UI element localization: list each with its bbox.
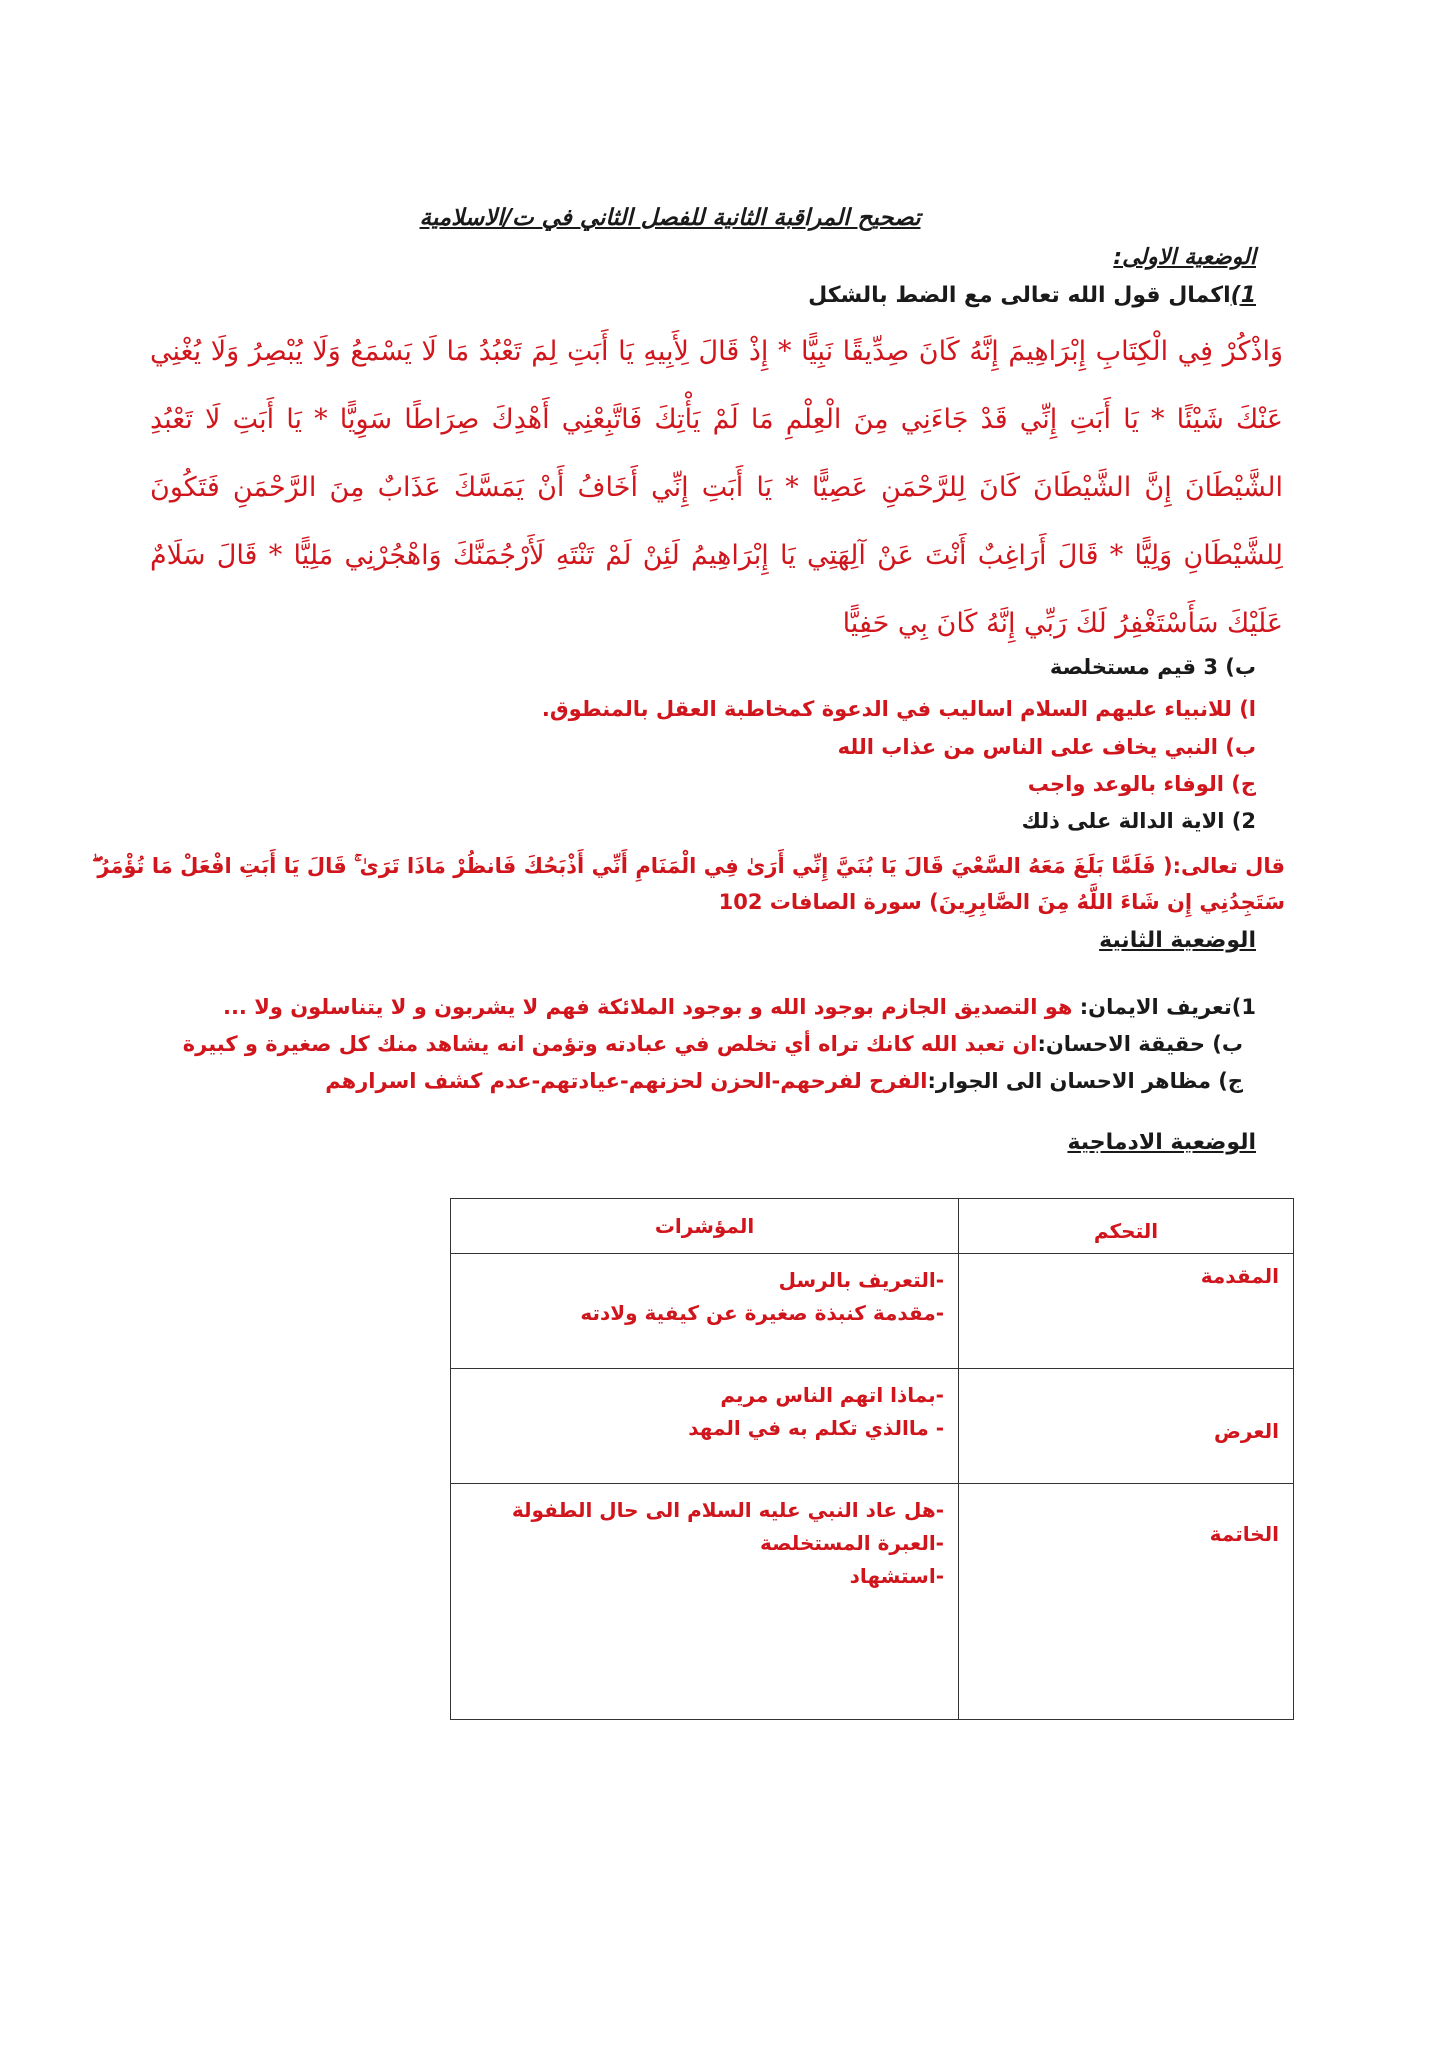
indicator-line: -العبرة المستخلصة	[759, 1531, 944, 1555]
neighbor-ihsan	[325, 1069, 1243, 1093]
ayah-text: فَلَمَّا بَلَغَ مَعَهُ السَّعْيَ قَالَ يَا بُنَيَّ إِنِّي أَرَىٰ فِي الْمَنَامِ أَنِّي أَذْبَحُكَ فَانظُرْ مَاذَا تَرَىٰ ۚ قَالَ يَا أَبَتِ افْعَلْ مَا تُؤْمَرُ ۖ سَتَجِدُنِي إِن شَاءَ اللَّهُ مِنَ الصَّابِرِينَ)	[92, 854, 1285, 914]
iman-answer: هو التصديق الجازم بوجود الله و بوجود الملائكة فهم لا يشربون و لا يتناسلون ولا ...	[222, 995, 1073, 1019]
ihsan-definition	[183, 1032, 1243, 1056]
row-indicators-conclusion	[451, 1484, 959, 1720]
ihsan-label: ب) حقيقة الاحسان:	[1037, 1032, 1243, 1056]
integration-table	[450, 1198, 1294, 1720]
section-1-heading: الوضعية الاولى:	[1113, 245, 1256, 270]
row-indicators-body	[451, 1369, 959, 1484]
indicator-line: -مقدمة كنبذة صغيرة عن كيفية ولادته	[580, 1301, 944, 1325]
header-indicators: المؤشرات	[451, 1199, 959, 1254]
section-3-heading: الوضعية الادماجية	[1067, 1130, 1256, 1155]
iman-definition	[223, 995, 1256, 1019]
page-title: تصحيح المراقبة الثانية للفصل الثاني في ت/الاسلامية	[419, 205, 921, 231]
question-2: 2) الاية الدالة على ذلك	[1021, 809, 1256, 833]
row-label-conclusion: الخاتمة	[959, 1484, 1294, 1720]
ihsan-answer: ان تعبد الله كانك تراه أي تخلص في عبادته وتؤمن انه يشاهد منك كل صغيرة و كبيرة	[182, 1032, 1038, 1056]
values-heading: ب) 3 قيم مستخلصة	[1049, 655, 1256, 679]
header-control: التحكم	[959, 1199, 1294, 1254]
question-1-text: اكمال قول الله تعالى مع الضط بالشكل	[808, 283, 1231, 308]
indicator-line: -استشهاد	[849, 1564, 944, 1588]
value-item-2: ب) النبي يخاف على الناس من عذاب الله	[837, 735, 1256, 759]
table-row	[451, 1254, 1294, 1369]
row-label-intro: المقدمة	[959, 1254, 1294, 1369]
table-row	[451, 1369, 1294, 1484]
jiwar-answer: الفرح لفرحهم-الحزن لحزنهم-عيادتهم-عدم كشف اسرارهم	[325, 1069, 928, 1093]
indicator-line: - ماالذي تكلم به في المهد	[688, 1416, 944, 1440]
ayah-reference: سورة الصافات 102	[718, 890, 922, 914]
indicator-line: -التعريف بالرسل	[778, 1268, 944, 1292]
row-label-body: العرض	[959, 1369, 1294, 1484]
indicator-line: -هل عاد النبي عليه السلام الى حال الطفولة	[511, 1498, 944, 1522]
question-1-number: 1)	[1230, 283, 1256, 308]
ayah-answer	[92, 848, 1285, 920]
quran-verses: وَاذْكُرْ فِي الْكِتَابِ إِبْرَاهِيمَ إِنَّهُ كَانَ صِدِّيقًا نَبِيًّا * إِذْ قَالَ لِأَبِيهِ يَا أَبَتِ لِمَ تَعْبُدُ مَا لَا يَسْمَعُ وَلَا يُبْصِرُ وَلَا يُغْنِي عَنْكَ شَيْئًا * يَا أَبَتِ إِنِّي قَدْ جَاءَنِي مِنَ الْعِلْمِ مَا لَمْ يَأْتِكَ فَاتَّبِعْنِي أَهْدِكَ صِرَاطًا سَوِيًّا * يَا أَبَتِ لَا تَعْبُدِ الشَّيْطَانَ إِنَّ الشَّيْطَانَ كَانَ لِلرَّحْمَنِ عَصِيًّا * يَا أَبَتِ إِنِّي أَخَافُ أَنْ يَمَسَّكَ عَذَابٌ مِنَ الرَّحْمَنِ فَتَكُونَ لِلشَّيْطَانِ وَلِيًّا * قَالَ أَرَاغِبٌ أَنْتَ عَنْ آلِهَتِي يَا إِبْرَاهِيمُ لَئِنْ لَمْ تَنْتَهِ لَأَرْجُمَنَّكَ وَاهْجُرْنِي مَلِيًّا * قَالَ سَلَامٌ عَلَيْكَ سَأَسْتَغْفِرُ لَكَ رَبِّي إِنَّهُ كَانَ بِي حَفِيًّا	[150, 336, 1283, 639]
value-item-1: ا) للانبياء عليهم السلام اساليب في الدعوة كمخاطبة العقل بالمنطوق.	[541, 697, 1256, 721]
question-1	[808, 283, 1256, 308]
iman-label: 1)تعريف الايمان:	[1079, 995, 1256, 1019]
ayah-prefix: قال تعالى:(	[1163, 854, 1286, 878]
value-item-3: ج) الوفاء بالوعد واجب	[1027, 772, 1256, 796]
jiwar-label: ج) مظاهر الاحسان الى الجوار:	[927, 1069, 1243, 1093]
section-2-heading: الوضعية الثانية	[1099, 928, 1256, 953]
indicator-line: -بماذا اتهم الناس مريم	[720, 1383, 944, 1407]
row-indicators-intro	[451, 1254, 959, 1369]
table-row	[451, 1484, 1294, 1720]
table-header-row	[451, 1199, 1294, 1254]
